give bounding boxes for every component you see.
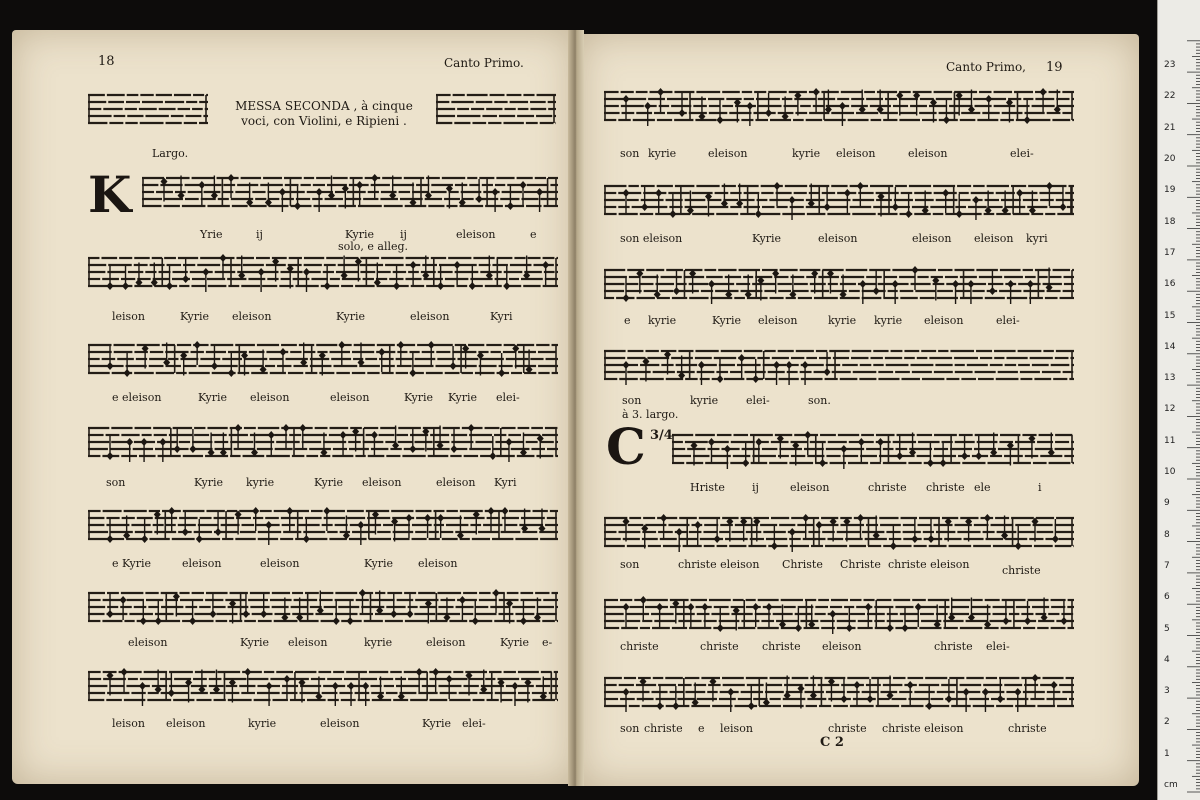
- lyric-word: kyri: [1026, 232, 1048, 245]
- lyric-word: Christe: [782, 558, 823, 571]
- ruler-label: 15: [1164, 310, 1176, 321]
- lyric-word: son.: [808, 394, 831, 407]
- lyric-word: christe: [868, 481, 907, 494]
- lyric-word: eleison: [456, 228, 496, 241]
- right-page-number: 19: [1046, 60, 1063, 75]
- lyric-word: eleison: [418, 557, 458, 570]
- lyric-word: son: [620, 558, 640, 571]
- initial-k: K: [88, 165, 132, 224]
- lyric-word: Kyrie: [180, 310, 210, 323]
- lyric-word: eleison: [818, 232, 858, 245]
- lyric-word: Kyrie: [712, 314, 742, 327]
- ruler-label: 1: [1164, 748, 1170, 759]
- ruler-label: 6: [1164, 592, 1170, 603]
- lyric-word: eleison: [822, 640, 862, 653]
- lyric-word: christe eleison: [678, 558, 760, 571]
- mass-title-line2: voci, con Violini, e Ripieni .: [241, 114, 407, 128]
- lyric-word: elei-: [996, 314, 1020, 327]
- music-staff: [604, 592, 1074, 640]
- ruler-label: cm: [1164, 780, 1178, 790]
- music-staff: [88, 337, 558, 385]
- music-staff: [604, 343, 1074, 391]
- lyric-word: Yrie: [200, 228, 223, 241]
- lyric-word: eleison: [708, 147, 748, 160]
- lyric-word: eleison: [924, 314, 964, 327]
- ruler-label: 4: [1164, 654, 1170, 665]
- lyric-word: christe eleison: [882, 722, 964, 735]
- lyric-word: christe eleison: [888, 558, 970, 571]
- lyric-word: christe: [926, 481, 965, 494]
- lyric-word: kyrie: [648, 314, 677, 327]
- ruler-label: 9: [1164, 498, 1170, 509]
- lyric-word: eleison: [288, 636, 328, 649]
- ruler-label: 7: [1164, 560, 1170, 571]
- ruler-label: 17: [1164, 247, 1176, 258]
- lyric-word: Kyrie: [422, 717, 452, 730]
- ruler-label: 14: [1164, 341, 1176, 352]
- music-staff: [604, 178, 1074, 226]
- book-gutter: [568, 30, 584, 786]
- music-staff: [88, 420, 558, 468]
- lyric-word: christe: [644, 722, 683, 735]
- right-running-head: Canto Primo,: [946, 60, 1026, 74]
- lyric-word: christe: [934, 640, 973, 653]
- lyric-word: christe: [700, 640, 739, 653]
- lyric-word: i: [1038, 481, 1042, 494]
- lyric-word: christe: [1002, 564, 1041, 577]
- lyric-word: leison: [112, 310, 145, 323]
- lyric-word: e eleison: [112, 391, 162, 404]
- title-staff-left: [88, 87, 208, 135]
- lyric-word: Kyri: [490, 310, 513, 323]
- lyric-word: elei-: [496, 391, 520, 404]
- ruler-label: 21: [1164, 122, 1176, 133]
- lyric-word: elei-: [1010, 147, 1034, 160]
- ruler-label: 5: [1164, 623, 1170, 634]
- music-staff: [604, 84, 1074, 132]
- lyric-word: eleison: [436, 476, 476, 489]
- left-page-number: 18: [98, 54, 115, 69]
- ruler-label: 19: [1164, 185, 1176, 196]
- lyric-word: Kyrie: [752, 232, 782, 245]
- lyric-word: e: [624, 314, 631, 327]
- ruler-label: 16: [1164, 279, 1176, 290]
- lyric-word: eleison: [232, 310, 272, 323]
- lyric-word: eleison: [974, 232, 1014, 245]
- lyric-word: elei-: [462, 717, 486, 730]
- music-staff: [88, 585, 558, 633]
- lyric-word: kyrie: [246, 476, 275, 489]
- performance-direction: solo, e alleg.: [338, 240, 409, 253]
- tempo-marking: Largo.: [152, 147, 189, 160]
- ruler-label: 22: [1164, 91, 1176, 102]
- lyric-word: e-: [542, 636, 553, 649]
- lyric-word: ij: [256, 228, 263, 241]
- music-staff: [142, 170, 558, 218]
- lyric-word: eleison: [426, 636, 466, 649]
- ruler-label: 12: [1164, 404, 1176, 415]
- lyric-word: christe: [828, 722, 867, 735]
- performance-direction: à 3. largo.: [622, 408, 679, 421]
- lyric-word: eleison: [128, 636, 168, 649]
- lyric-word: Kyrie: [448, 391, 478, 404]
- lyric-word: son: [622, 394, 642, 407]
- lyric-word: eleison: [758, 314, 798, 327]
- lyric-word: Kyrie: [364, 557, 394, 570]
- lyric-word: eleison: [250, 391, 290, 404]
- lyric-word: e: [530, 228, 537, 241]
- lyric-word: leison: [112, 717, 145, 730]
- music-staff: [88, 664, 558, 712]
- lyric-word: e: [698, 722, 705, 735]
- ruler-ticks: [1158, 0, 1200, 800]
- initial-c: C: [606, 417, 646, 476]
- lyric-word: Kyrie: [198, 391, 228, 404]
- lyric-word: ij: [752, 481, 759, 494]
- lyric-word: Kyrie: [500, 636, 530, 649]
- lyric-word: eleison: [330, 391, 370, 404]
- lyric-word: Kyrie: [240, 636, 270, 649]
- lyric-word: eleison: [410, 310, 450, 323]
- music-staff: [88, 250, 558, 298]
- lyric-word: leison: [720, 722, 753, 735]
- lyric-word: ele: [974, 481, 991, 494]
- lyric-word: Kyri: [494, 476, 517, 489]
- lyric-word: Kyrie: [194, 476, 224, 489]
- music-staff: [604, 510, 1074, 558]
- lyric-word: christe: [762, 640, 801, 653]
- time-signature: 3/4: [650, 428, 673, 443]
- lyric-word: Kyrie: [404, 391, 434, 404]
- lyric-word: son eleison: [620, 232, 683, 245]
- signature-mark: C 2: [820, 735, 844, 750]
- lyric-word: elei-: [986, 640, 1010, 653]
- lyric-word: elei-: [746, 394, 770, 407]
- lyric-word: son: [106, 476, 126, 489]
- left-running-head: Canto Primo.: [444, 56, 524, 70]
- ruler-label: 10: [1164, 467, 1176, 477]
- lyric-word: kyrie: [792, 147, 821, 160]
- lyric-word: Christe: [840, 558, 881, 571]
- lyric-word: kyrie: [648, 147, 677, 160]
- lyric-word: eleison: [908, 147, 948, 160]
- lyric-word: kyrie: [364, 636, 393, 649]
- music-staff: [672, 427, 1074, 475]
- music-staff: [88, 503, 558, 551]
- lyric-word: e Kyrie: [112, 557, 152, 570]
- lyric-word: ij: [400, 228, 407, 241]
- lyric-word: christe: [620, 640, 659, 653]
- lyric-word: eleison: [320, 717, 360, 730]
- lyric-word: son: [620, 722, 640, 735]
- lyric-word: christe: [1008, 722, 1047, 735]
- lyric-word: kyrie: [828, 314, 857, 327]
- lyric-word: Kyrie: [345, 228, 375, 241]
- lyric-word: kyrie: [874, 314, 903, 327]
- lyric-word: kyrie: [690, 394, 719, 407]
- mass-title-line1: MESSA SECONDA , à cinque: [235, 99, 413, 113]
- lyric-word: Kyrie: [336, 310, 366, 323]
- music-staff: [604, 262, 1074, 310]
- lyric-word: eleison: [166, 717, 206, 730]
- lyric-word: Kyrie: [314, 476, 344, 489]
- lyric-word: eleison: [362, 476, 402, 489]
- ruler-label: 13: [1164, 373, 1176, 384]
- ruler-label: 8: [1164, 529, 1170, 540]
- lyric-word: kyrie: [248, 717, 277, 730]
- ruler-label: 20: [1164, 154, 1176, 164]
- measuring-ruler: [1157, 0, 1200, 800]
- lyric-word: eleison: [836, 147, 876, 160]
- title-staff-right: [436, 87, 556, 135]
- lyric-word: eleison: [912, 232, 952, 245]
- music-staff: [604, 670, 1074, 718]
- lyric-word: eleison: [790, 481, 830, 494]
- ruler-label: 2: [1164, 717, 1170, 728]
- ruler-label: 11: [1164, 435, 1176, 446]
- lyric-word: son: [620, 147, 640, 160]
- lyric-word: Hriste: [690, 481, 725, 494]
- mass-title: [210, 99, 438, 129]
- lyric-word: eleison: [260, 557, 300, 570]
- ruler-label: 3: [1164, 686, 1170, 697]
- ruler-label: 18: [1164, 216, 1176, 227]
- ruler-label: 23: [1164, 60, 1176, 71]
- lyric-word: eleison: [182, 557, 222, 570]
